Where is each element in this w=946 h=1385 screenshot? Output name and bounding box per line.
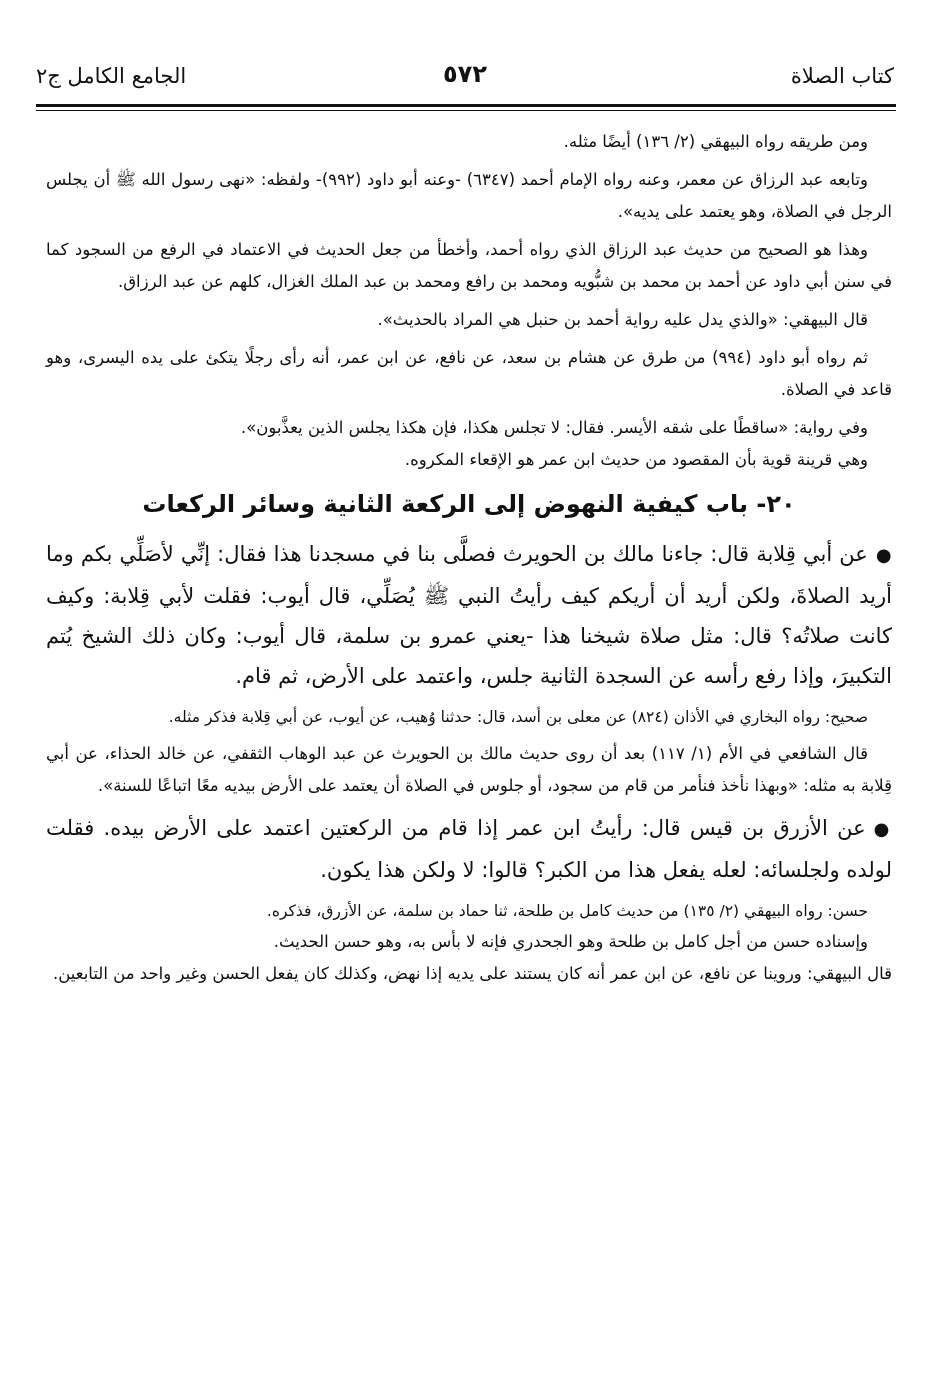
paragraph: وإسناده حسن من أجل كامل بن طلحة وهو الجحدري فإنه لا بأس به، وهو حسن الحديث. [273, 932, 868, 951]
bullet-icon: ● [873, 819, 892, 840]
paragraph: ومن طريقه رواه البيهقي (٢/ ١٣٦) أيضًا مثله. [563, 132, 868, 151]
paragraph: ثم رواه أبو داود (٩٩٤) من طرق عن هشام بن سعد، عن نافع، عن ابن عمر، أنه رأى رجلًا يتكئ على يده اليسرى، وهو قاعد في الصلاة. [46, 348, 892, 399]
paragraph: وهذا هو الصحيح من حديث عبد الرزاق الذي رواه أحمد، وأخطأ من جعل الحديث في الاعتماد في الرفع من السجود كما في سنن أبي داود عن أحمد بن محمد بن شبُّويه ومحمد بن رافع ومحمد بن عبد الملك الغزال، كلهم عن عبد الرزاق. [46, 240, 892, 291]
takhrij-note: حسن: رواه البيهقي (٢/ ١٣٥) من حديث كامل بن طلحة، ثنا حماد بن سلمة، عن الأزرق، فذكره. [266, 902, 868, 920]
paragraph: وتابعه عبد الرزاق عن معمر، وعنه رواه الإمام أحمد (٦٣٤٧) -وعنه أبو داود (٩٩٢)- ولفظه: «نهى رسول الله ﷺ أن يجلس الرجل في الصلاة، وهو يعتمد على يديه». [46, 170, 892, 221]
paragraph: وهي قرينة قوية بأن المقصود من حديث ابن عمر هو الإقعاء المكروه. [404, 450, 868, 469]
header-book-title: الجامع الكامل ج٢ [36, 64, 187, 88]
page-header [36, 58, 894, 98]
header-chapter-name: كتاب الصلاة [790, 64, 894, 88]
chapter-title: ٢٠- باب كيفية النهوض إلى الركعة الثانية وسائر الركعات [142, 490, 796, 518]
paragraph: وفي رواية: «ساقطًا على شقه الأيسر. فقال: لا تجلس هكذا، فإن هكذا يجلس الذين يعذَّبون». [240, 418, 868, 437]
header-rule-thick [36, 104, 896, 107]
paragraph: قال البيهقي: «والذي يدل عليه رواية أحمد بن حنبل هي المراد بالحديث». [377, 310, 868, 329]
page-number: ٥٧٢ [443, 60, 487, 88]
takhrij-note: صحيح: رواه البخاري في الأذان (٨٢٤) عن معلى بن أسد، قال: حدثنا وُهيب، عن أيوب، عن أبي قِلابة فذكر مثله. [168, 708, 868, 726]
page-body [46, 126, 892, 990]
hadith-text [46, 808, 892, 890]
paragraph: قال البيهقي: وروينا عن نافع، عن ابن عمر أنه كان يستند على يديه إذا نهض، وكذلك كان يفعل الحسن وغير واحد من التابعين. [52, 964, 892, 983]
paragraph: قال الشافعي في الأم (١/ ١١٧) بعد أن روى حديث مالك بن الحويرث عن عبد الوهاب الثقفي، عن خالد الحذاء، عن أبي قِلابة به مثله: «وبهذا نأخذ فنأمر من قام من سجود، أو جلوس في الصلاة أن يعتمد على الأرض بيديه معًا اتباعًا للسنة». [46, 744, 892, 795]
hadith-text [46, 534, 892, 696]
header-rule-thin [36, 110, 896, 111]
hadith-body: عن الأزرق بن قيس قال: رأيتُ ابن عمر إذا قام من الركعتين اعتمد على الأرض بيده. فقلت لولده ولجلسائه: لعله يفعل هذا من الكبر؟ قالوا: لا ولكن هذا يكون. [46, 816, 892, 882]
hadith-body: عن أبي قِلابة قال: جاءنا مالك بن الحويرث فصلَّى بنا في مسجدنا هذا فقال: إنِّي لأصَلِّي بكم وما أريد الصلاةَ، ولكن أريد أن أريكم كيف رأيتُ النبي ﷺ يُصَلِّي، قال أيوب: فقلت لأبي قِلابة: وكيف كانت صلاتُه؟ قال: مثل صلاة شيخنا هذا -يعني عمرو بن سلمة، قال أيوب: وكان ذلك الشيخ يُتم التكبيرَ، وإذا رفع رأسه عن السجدة الثانية جلس، واعتمد على الأرض، ثم قام. [46, 542, 892, 688]
bullet-icon: ● [875, 545, 892, 566]
